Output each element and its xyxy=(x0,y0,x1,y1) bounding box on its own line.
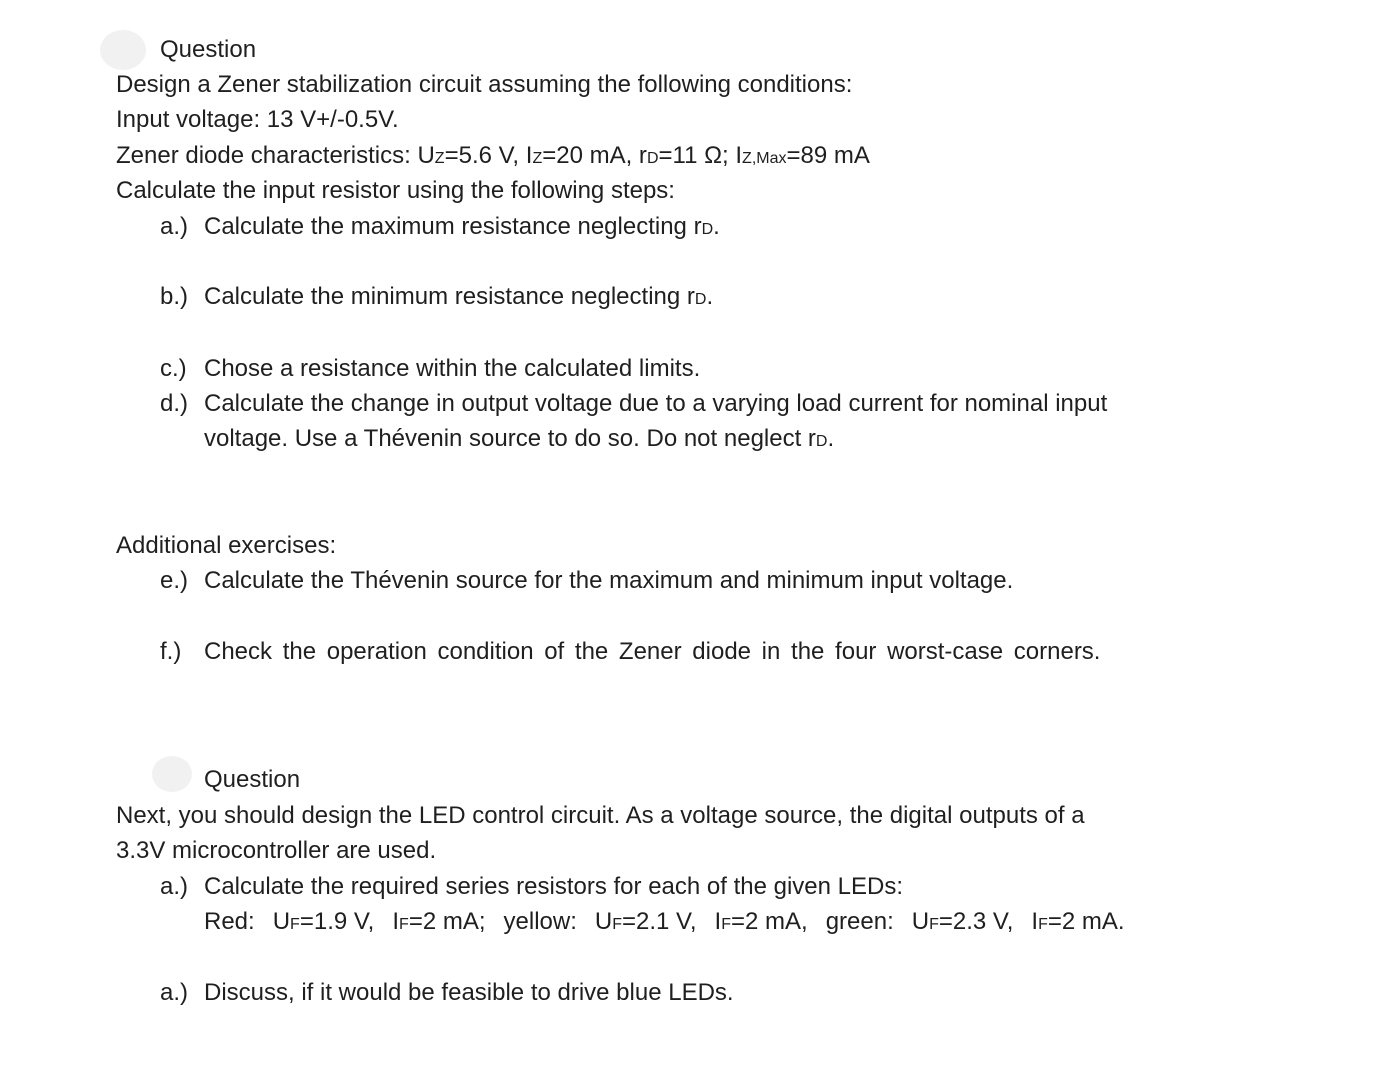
step-text: Calculate the required series resistors for each of the given LEDs: xyxy=(204,873,904,900)
question-1-heading: Question xyxy=(160,36,257,63)
zener-characteristics xyxy=(116,141,870,174)
step-d-continued xyxy=(204,424,834,457)
step-label: f.) xyxy=(160,638,182,665)
green-voltage: =2.3 V, xyxy=(938,908,1014,935)
red-voltage: =1.9 V, xyxy=(299,908,375,935)
voltage-symbol: U xyxy=(272,908,291,935)
steps-intro: Calculate the input resistor using the following steps: xyxy=(116,177,675,204)
red-label: Red: xyxy=(204,908,255,935)
step-c xyxy=(160,354,700,384)
rd-value: =11 Ω; I xyxy=(658,142,743,169)
step-text: Check the operation condition of the Zener diode in the four worst-case corners. xyxy=(204,638,1101,665)
step-text: Discuss, if it would be feasible to drive blue LEDs. xyxy=(204,979,734,1006)
subscript: F xyxy=(612,916,622,933)
subscript: F xyxy=(399,916,409,933)
input-voltage: Input voltage: 13 V+/-0.5V. xyxy=(116,106,399,133)
step-text: voltage. Use a Thévenin source to do so. Do not neglect r xyxy=(204,425,816,452)
step-label: d.) xyxy=(160,390,189,417)
additional-heading: Additional exercises: xyxy=(116,532,337,559)
yellow-voltage: =2.1 V, xyxy=(622,908,697,935)
iz-subscript: Z xyxy=(532,150,543,167)
step-a xyxy=(160,212,720,245)
rd-subscript: D xyxy=(646,150,659,167)
step-label: a.) xyxy=(160,213,189,240)
step-label: c.) xyxy=(160,355,187,382)
yellow-current: =2 mA, xyxy=(730,908,808,935)
question-2-intro: Next, you should design the LED control circuit. As a voltage source, the digital outputs of a xyxy=(116,802,1085,829)
led-step-a2 xyxy=(160,978,734,1008)
izmax-subscript: Z,Max xyxy=(742,150,787,167)
red-current: =2 mA; xyxy=(408,908,486,935)
uz-value: =5.6 V, I xyxy=(444,142,533,169)
rd-subscript: D xyxy=(815,433,828,450)
smudge-mark xyxy=(152,756,192,792)
step-text: Chose a resistance within the calculated limits. xyxy=(204,355,701,382)
question-2-heading: Question xyxy=(204,766,301,793)
step-end: . xyxy=(713,213,720,240)
step-f xyxy=(160,637,1100,667)
step-b xyxy=(160,282,713,315)
step-end: . xyxy=(827,425,835,452)
iz-value: =20 mA, r xyxy=(542,142,647,169)
zener-prefix: Zener diode characteristics: U xyxy=(116,142,435,169)
current-symbol: I xyxy=(392,908,400,935)
subscript: F xyxy=(721,916,731,933)
izmax-value: =89 mA xyxy=(786,142,870,169)
step-label: e.) xyxy=(160,567,189,594)
rd-subscript: D xyxy=(701,221,714,238)
step-text: Calculate the minimum resistance neglecting r xyxy=(204,283,695,310)
question-2-intro-continued: 3.3V microcontroller are used. xyxy=(116,837,437,864)
step-text: Calculate the Thévenin source for the maximum and minimum input voltage. xyxy=(204,567,1014,594)
subscript: F xyxy=(929,916,939,933)
step-e xyxy=(160,566,1013,596)
subscript: F xyxy=(290,916,300,933)
voltage-symbol: U xyxy=(911,908,930,935)
step-end: . xyxy=(706,283,714,310)
voltage-symbol: U xyxy=(594,908,613,935)
step-text: Calculate the maximum resistance neglecting r xyxy=(204,213,702,240)
step-d xyxy=(160,389,1107,419)
subscript: F xyxy=(1038,916,1048,933)
led-specs xyxy=(204,907,1125,940)
step-label: a.) xyxy=(160,979,189,1006)
current-symbol: I xyxy=(1031,908,1039,935)
step-label: b.) xyxy=(160,283,189,310)
rd-subscript: D xyxy=(694,291,707,308)
smudge-mark xyxy=(100,30,146,70)
question-1-intro: Design a Zener stabilization circuit assuming the following conditions: xyxy=(116,71,853,98)
green-label: green: xyxy=(825,908,894,935)
step-label: a.) xyxy=(160,873,189,900)
green-current: =2 mA. xyxy=(1047,908,1125,935)
uz-subscript: Z xyxy=(434,150,445,167)
yellow-label: yellow: xyxy=(503,908,577,935)
step-text: Calculate the change in output voltage due to a varying load current for nominal input xyxy=(204,390,1108,417)
current-symbol: I xyxy=(714,908,722,935)
led-step-a xyxy=(160,872,903,902)
